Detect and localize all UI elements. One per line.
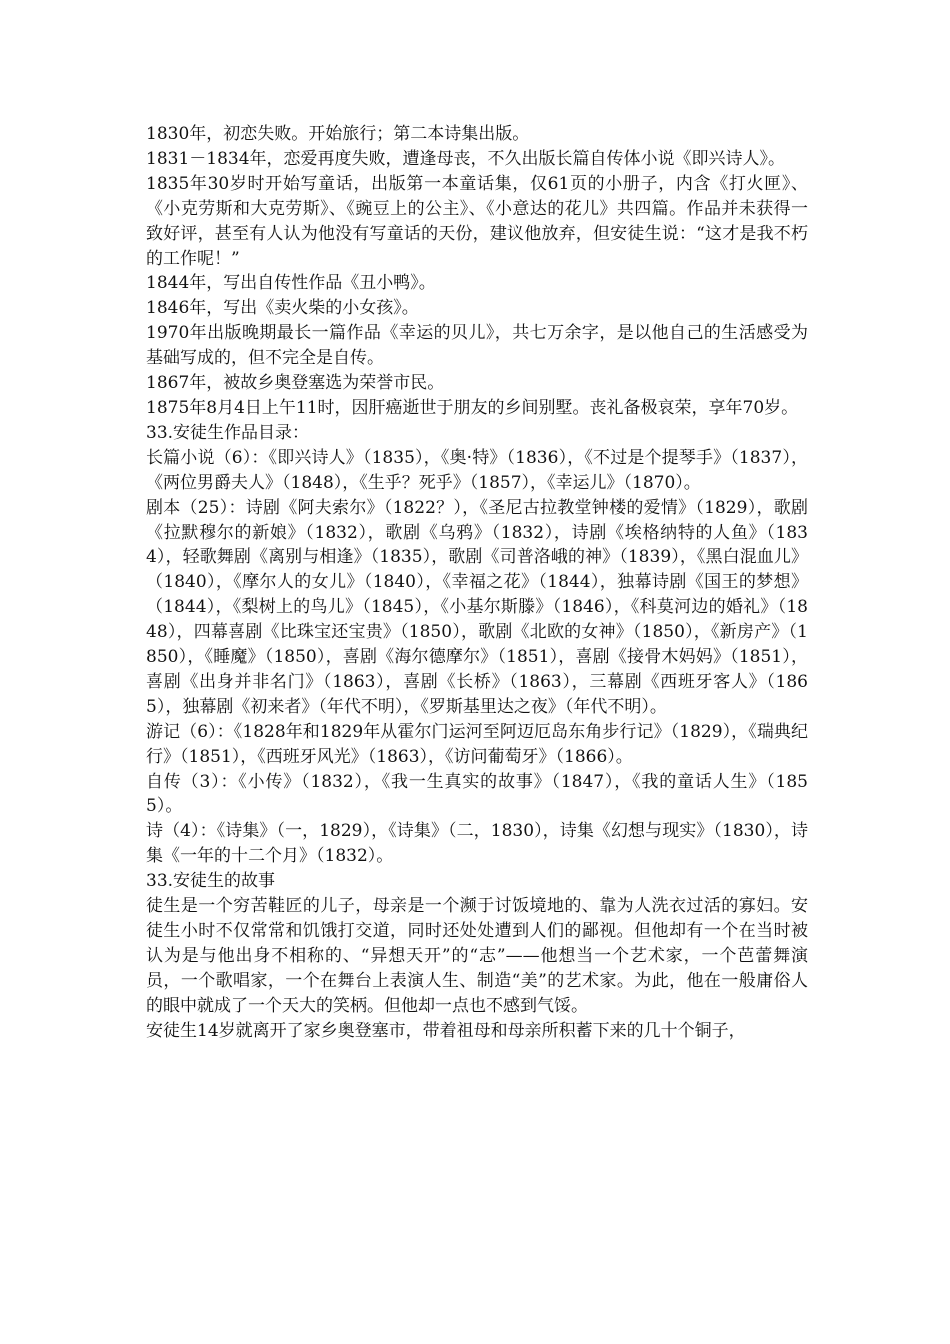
paragraph-travel: 游记（6）：《1828年和1829年从霍尔门运河至阿迈厄岛东角步行记》（1829），《瑞典纪行》（1851），《西班牙风光》（1863），《访问葡萄牙》（1866）。 (146, 721, 808, 767)
paragraph-1830: 1830年，初恋失败。开始旅行；第二本诗集出版。 (146, 124, 530, 144)
paragraph-1835: 1835年30岁时开始写童话，出版第一本童话集，仅61页的小册子，内含《打火匣》、《小克劳斯和大克劳斯》、《豌豆上的公主》、《小意达的花儿》共四篇。作品并未获得一致好评，甚至有人认为他没有写童话的天份，建议他放弃，但安徒生说：“这才是我不朽的工作呢！” (146, 173, 808, 269)
paragraph-1844: 1844年，写出自传性作品《丑小鸭》。 (146, 273, 436, 294)
paragraph-plays: 剧本（25）：诗剧《阿夫索尔》（1822？），《圣尼古拉教堂钟楼的爱情》（1829），歌剧《拉默穆尔的新娘》（1832），歌剧《乌鸦》（1832），诗剧《埃格纳特的人鱼》（1834），轻歌舞剧《离别与相逢》（1835），歌剧《司普洛峨的神》（1839），《黑白混血儿》（1840），《摩尔人的女儿》（1840），《幸福之花》（1844），独幕诗剧《国王的梦想》（1844），《梨树上的鸟儿》（1845），《小基尔斯滕》（1846），《科莫河边的婚礼》（1848），四幕喜剧《比珠宝还宝贵》（1850），歌剧《北欧的女神》（1850），《新房产》（1850），《睡魔》（1850），喜剧《海尔德摩尔》（1851），喜剧《接骨木妈妈》（1851），喜剧《出身并非名门》（1863），喜剧《长桥》（1863），三幕剧《西班牙客人》（1865），独幕剧《初来者》（年代不明），《罗斯基里达之夜》（年代不明）。 (146, 497, 808, 717)
paragraph-story-childhood: 徒生是一个穷苦鞋匠的儿子，母亲是一个濒于讨饭境地的、靠为人洗衣过活的寡妇。安徒生小时不仅常常和饥饿打交道，同时还处处遭到人们的鄙视。但他却有一个在当时被认为是与他出身不相称的、“异想天开”的“志”——他想当一个艺术家，一个芭蕾舞演员，一个歌唱家，一个在舞台上表演人生、制造“美”的艺术家。为此，他在一般庸俗人的眼中就成了一个天大的笑柄。但他却一点也不感到气馁。 (146, 896, 808, 1016)
paragraph-1970: 1970年出版晚期最长一篇作品《幸运的贝儿》，共七万余字，是以他自己的生活感受为基础写成的，但不完全是自传。 (146, 323, 808, 369)
section-heading-works: 33.安徒生作品目录： (146, 422, 310, 443)
paragraph-1867: 1867年，被故乡奥登塞选为荣誉市民。 (146, 373, 445, 394)
paragraph-1875: 1875年8月4日上午11时，因肝癌逝世于朋友的乡间别墅。丧礼备极哀荣，享年70岁。 (146, 397, 799, 418)
document-page (146, 122, 808, 1044)
paragraph-poems: 诗（4）：《诗集》（一，1829），《诗集》（二，1830），诗集《幻想与现实》（1830），诗集《一年的十二个月》（1832）。 (146, 821, 808, 867)
paragraph-autobiography: 自传（3）：《小传》（1832），《我一生真实的故事》（1847），《我的童话人生》（1855）。 (146, 771, 808, 817)
paragraph-1831-1834: 1831－1834年，恋爱再度失败，遭逢母丧，不久出版长篇自传体小说《即兴诗人》。 (146, 148, 786, 169)
section-heading-story: 33.安徒生的故事 (146, 871, 276, 892)
paragraph-novels: 长篇小说（6）：《即兴诗人》（1835），《奥·特》（1836），《不过是个提琴手》（1837），《两位男爵夫人》（1848），《生乎？死乎》（1857），《幸运儿》（1870）。 (146, 447, 808, 493)
paragraph-1846: 1846年，写出《卖火柴的小女孩》。 (146, 298, 419, 319)
paragraph-story-leaving-home: 安徒生14岁就离开了家乡奥登塞市，带着祖母和母亲所积蓄下来的几十个铜子， (146, 1020, 746, 1041)
